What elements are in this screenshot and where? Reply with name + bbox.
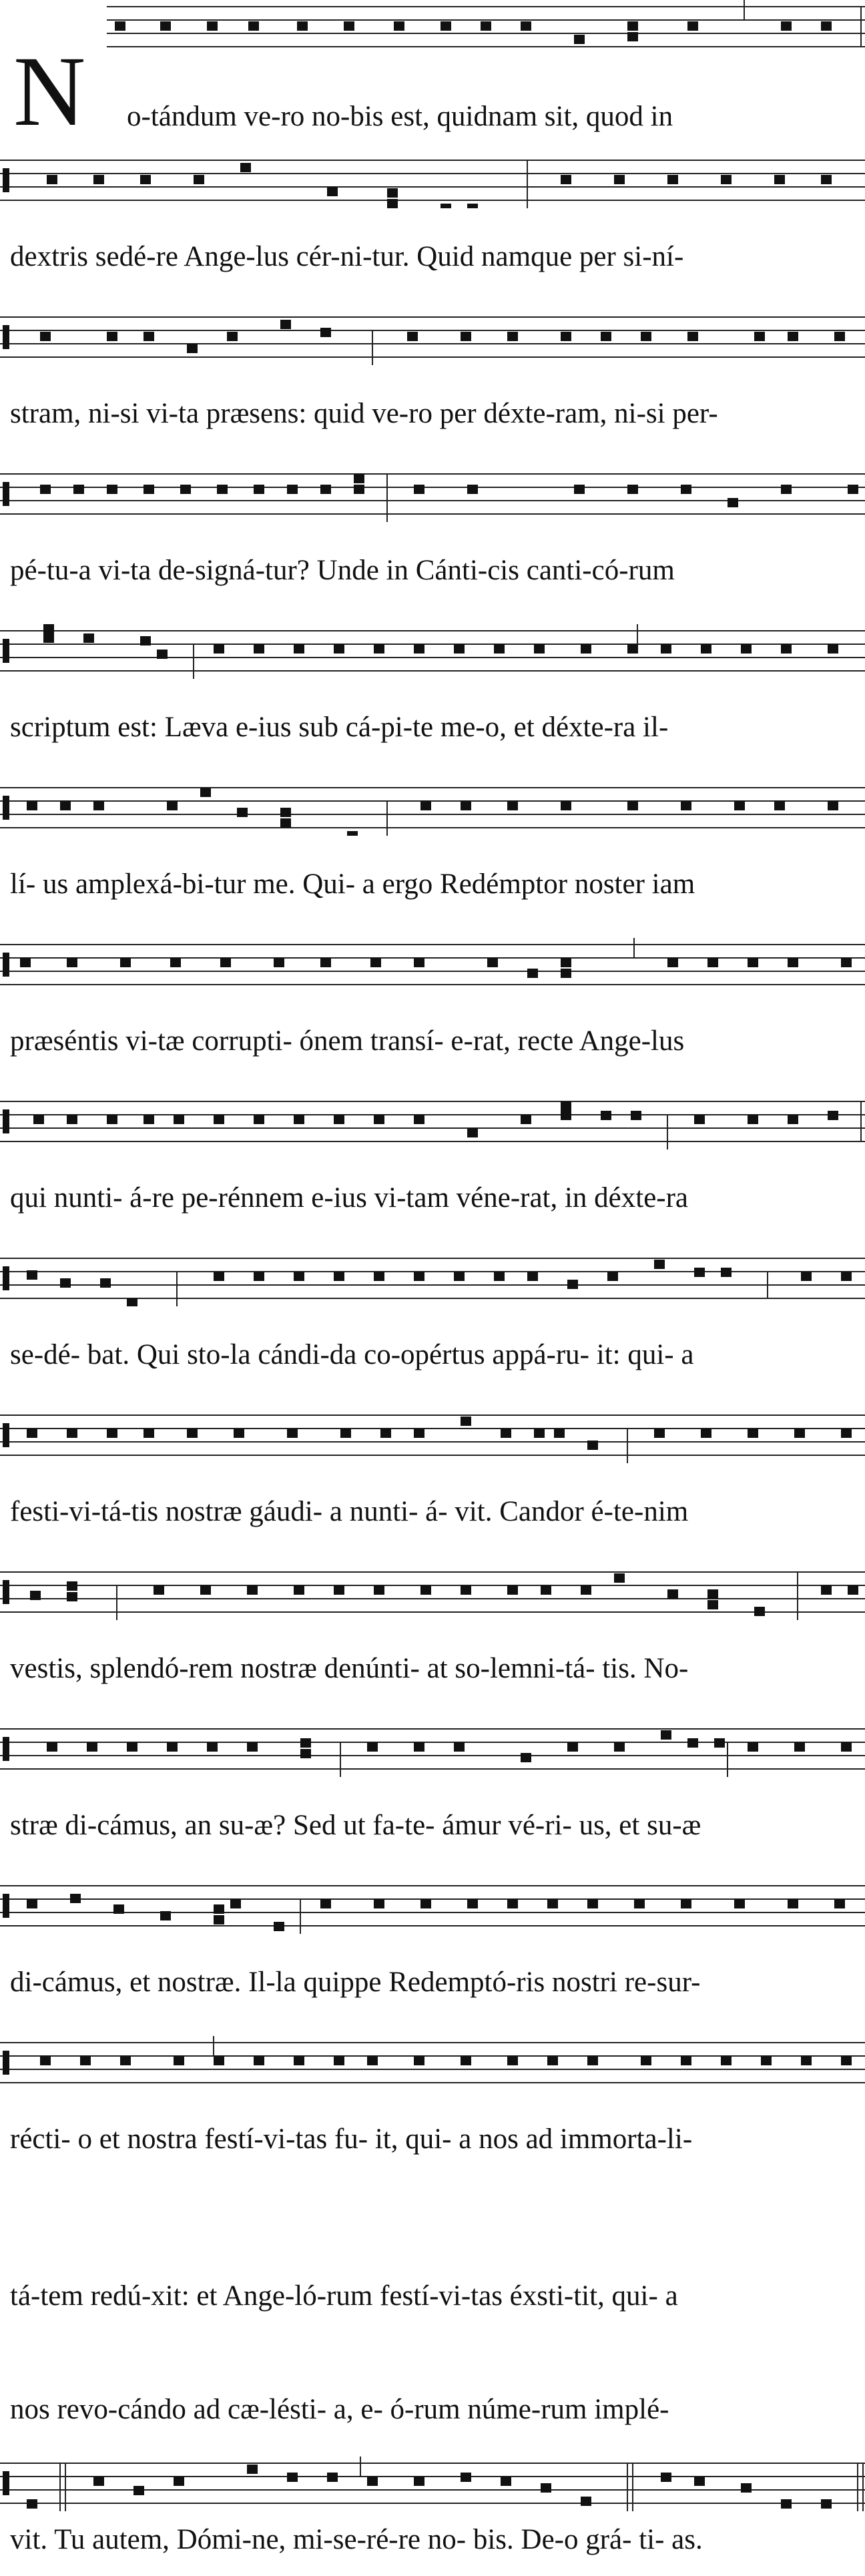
staff-11 bbox=[0, 1565, 865, 1620]
lyric-line-6: lí- us amplexá-bi-tur me. Qui- a ergo Redémptor noster iam bbox=[10, 868, 695, 900]
staff-5 bbox=[0, 624, 865, 679]
lyric-line-13: di-cámus, et nostræ. Il-la quippe Redemptó-ris nostri re-sur- bbox=[10, 1967, 701, 1998]
lyric-line-16: nos revo-cándo ad cæ-lésti- a, e- ó-rum núme-rum implé- bbox=[10, 2394, 669, 2425]
lyric-line-9: se-dé- bat. Qui sto-la cándi-da co-opértus appá-ru- it: qui- a bbox=[10, 1339, 694, 1370]
staff-8 bbox=[0, 1095, 865, 1149]
lyric-line-17: vit. Tu autem, Dómi-ne, mi-se-ré-re no- bis. De-o grá- ti- as. bbox=[10, 2524, 703, 2555]
lyric-line-3: stram, ni-si vi-ta præsens: quid ve-ro per déxte-ram, ni-si per- bbox=[10, 398, 718, 429]
lyric-line-5: scriptum est: Læva e-ius sub cá-pi-te me-o, et déxte-ra il- bbox=[10, 712, 669, 743]
drop-cap-initial: N bbox=[13, 36, 86, 147]
lyric-line-7: præséntis vi-tæ corrupti- ónem transí- e-rat, recte Ange-lus bbox=[10, 1025, 685, 1057]
lyric-line-4: pé-tu-a vi-ta de-signá-tur? Unde in Cánti-cis canti-có-rum bbox=[10, 555, 675, 586]
lyric-line-15: tá-tem redú-xit: et Ange-ló-rum festí-vi-tas éxsti-tit, qui- a bbox=[10, 2280, 678, 2312]
staff-3 bbox=[0, 310, 865, 365]
staff-7 bbox=[0, 938, 865, 993]
lyric-line-10: festi-vi-tá-tis nostræ gáudi- a nunti- á- vit. Candor é-te-nim bbox=[10, 1496, 689, 1527]
staff-6 bbox=[0, 781, 865, 836]
staff-2 bbox=[0, 154, 865, 208]
lyric-line-12: stræ di-cámus, an su-æ? Sed ut fa-te- ámur vé-ri- us, et su-æ bbox=[10, 1810, 701, 1841]
staff-10 bbox=[0, 1408, 865, 1463]
lyric-line-11: vestis, splendó-rem nostræ denúnti- at so-lemni-tá- tis. No- bbox=[10, 1653, 689, 1684]
staff-1 bbox=[107, 0, 865, 55]
staff-12 bbox=[0, 1722, 865, 1777]
staff-14 bbox=[0, 2036, 865, 2091]
lyric-line-2: dextris sedé-re Ange-lus cér-ni-tur. Quid namque per si-ní- bbox=[10, 241, 684, 272]
staff-15 bbox=[0, 2457, 865, 2511]
lyric-line-8: qui nunti- á-re pe-rénnem e-ius vi-tam véne-rat, in déxte-ra bbox=[10, 1182, 689, 1214]
staff-9 bbox=[0, 1252, 865, 1306]
lyric-line-14: récti- o et nostra festí-vi-tas fu- it, qui- a nos ad immorta-li- bbox=[10, 2123, 693, 2155]
lyric-line-1: o-tándum ve-ro no-bis est, quidnam sit, quod in bbox=[127, 101, 673, 132]
staff-13 bbox=[0, 1879, 865, 1934]
staff-4 bbox=[0, 467, 865, 522]
